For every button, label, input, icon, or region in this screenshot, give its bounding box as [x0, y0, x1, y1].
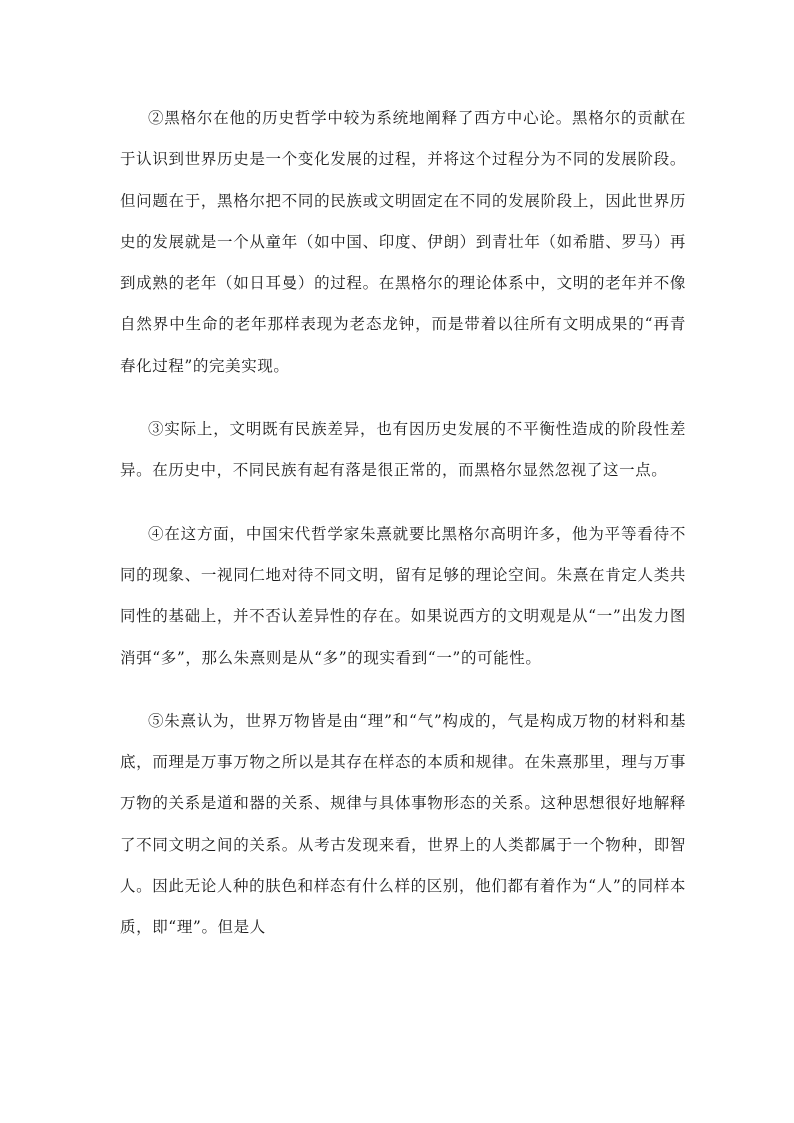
paragraph-2 — [120, 98, 686, 387]
paragraph-5-text: ⑤朱熹认为，世界万物皆是由“理”和“气”构成的，气是构成万物的材料和基底，而理是万事万物之所以是其存在样态的本质和规律。在朱熹那里，理与万事万物的关系是道和器的关系、规律与具体事物形态的关系。这种思想很好地解释了不同文明之间的关系。从考古发现来看，世界上的人类都属于一个物种，即智人。因此无论人种的肤色和样态有什么样的区别，他们都有着作为“人”的同样本质，即“理”。但是人 — [120, 711, 686, 937]
paragraph-4-text: ④在这方面，中国宋代哲学家朱熹就要比黑格尔高明许多，他为平等看待不同的现象、一视同仁地对待不同文明，留有足够的理论空间。朱熹在肯定人类共同性的基础上，并不否认差异性的存在。如果说西方的文明观是从“一”出发力图消弭“多”，那么朱熹则是从“多”的现实看到“一”的可能性。 — [120, 524, 686, 667]
paragraph-5 — [120, 701, 686, 949]
paragraph-3-text: ③实际上，文明既有民族差异，也有因历史发展的不平衡性造成的阶段性差异。在历史中，不同民族有起有落是很正常的，而黑格尔显然忽视了这一点。 — [120, 420, 686, 480]
paragraph-4 — [120, 514, 686, 679]
paragraph-3 — [120, 409, 686, 492]
document-body — [120, 98, 686, 971]
paragraph-2-text: ②黑格尔在他的历史哲学中较为系统地阐释了西方中心论。黑格尔的贡献在于认识到世界历史是一个变化发展的过程，并将这个过程分为不同的发展阶段。但问题在于，黑格尔把不同的民族或文明固定在不同的发展阶段上，因此世界历史的发展就是一个从童年（如中国、印度、伊朗）到青壮年（如希腊、罗马）再到成熟的老年（如日耳曼）的过程。在黑格尔的理论体系中，文明的老年并不像自然界中生命的老年那样表现为老态龙钟，而是带着以往所有文明成果的“再青春化过程”的完美实现。 — [120, 109, 686, 375]
